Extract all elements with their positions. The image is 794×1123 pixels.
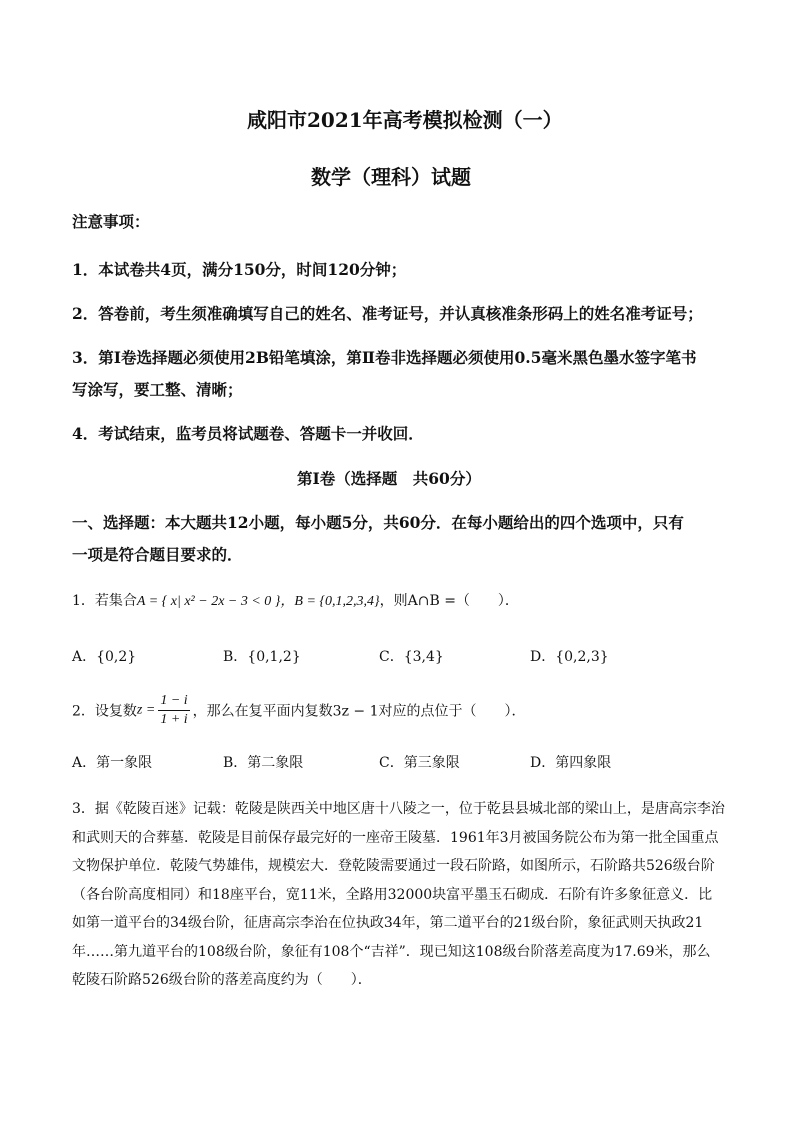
section-instruction-line2: 一项是符合题目要求的． (72, 545, 243, 564)
exam-subtitle: 数学（理科）试题 (311, 165, 471, 189)
question-1-option-b: B．{0,1,2} (223, 649, 301, 665)
question-1-prefix: 1．若集合 (72, 593, 137, 609)
section-heading: 第Ⅰ卷（选择题 共60分） (297, 469, 481, 488)
question-1-set-b: ，B = {0,1,2,3,4} (280, 594, 380, 609)
question-1-option-c: C．{3,4} (379, 649, 444, 665)
question-1-suffix: ，则A∩B =（ ）． (379, 593, 519, 609)
question-2-suffix: ，那么在复平面内复数3z − 1对应的点位于（ ）． (192, 703, 526, 720)
question-2-fraction (158, 692, 189, 729)
question-1-stem (72, 590, 519, 610)
question-2-option-b: B．第二象限 (223, 755, 304, 771)
notice-item-3-cont: 写涂写，要工整、清晰； (72, 380, 243, 399)
notice-heading: 注意事项： (72, 212, 150, 231)
question-1-option-a: A．{0,2} (72, 649, 137, 665)
question-1-set-a: A = { x| x² − 2x − 3 < 0 } (136, 594, 281, 609)
question-2-option-c: C．第三象限 (379, 755, 460, 771)
question-3-line-6: 年……第九道平台的108级台阶，象征有108个“吉祥”．现已知这108级台阶落差高度为17.69米，那么 (72, 943, 711, 960)
notice-item-1: 1．本试卷共4页，满分150分，时间120分钟； (72, 260, 407, 279)
question-3-line-3: 文物保护单位．乾陵气势雄伟，规模宏大．登乾陵需要通过一段石阶路，如图所示，石阶路共526级台阶 (72, 858, 715, 874)
question-3-line-1: 3．据《乾陵百迷》记载：乾陵是陕西关中地区唐十八陵之一，位于乾县县城北部的梁山上，是唐高宗李治 (72, 801, 725, 817)
question-2-option-a: A．第一象限 (72, 755, 153, 771)
question-2-z-label: z = (136, 702, 156, 718)
question-1-option-d: D．{0,2,3} (530, 649, 609, 665)
question-3-line-2: 和武则天的合葬墓．乾陵是目前保存最完好的一座帝王陵墓．1961年3月被国务院公布为第一批全国重点 (72, 829, 719, 846)
notice-item-2: 2．答卷前，考生须准确填写自己的姓名、准考证号，并认真核准条形码上的姓名准考证号； (72, 304, 703, 323)
question-2-numerator: 1 − i (158, 692, 189, 711)
question-2-option-d: D．第四象限 (530, 755, 612, 771)
question-3-text (72, 795, 725, 995)
question-2-stem (72, 692, 526, 729)
section-instruction-line1: 一、选择题：本大题共12小题，每小题5分，共60分．在每小题给出的四个选项中，只有 (72, 513, 684, 532)
notice-item-3: 3．第Ⅰ卷选择题必须使用2B铅笔填涂，第Ⅱ卷非选择题必须使用0.5毫米黑色墨水签字笔书 (72, 348, 697, 367)
question-2-denominator: 1 + i (160, 712, 188, 727)
notice-item-4: 4．考试结束，监考员将试题卷、答题卡一并收回． (72, 424, 424, 443)
question-3-line-5: 如第一道平台的34级台阶，征唐高宗李治在位执政34年，第二道平台的21级台阶，象征武则天执政21 (72, 915, 704, 931)
question-3-line-4: （各台阶高度相同）和18座平台，宽11米，全路用32000块富平墨玉石砌成．石阶有许多象征意义．比 (72, 886, 713, 903)
exam-title: 咸阳市2021年高考模拟检测（一） (247, 108, 563, 132)
question-3-line-7: 乾陵石阶路526级台阶的落差高度约为（ ）． (72, 972, 372, 988)
question-2-prefix: 2．设复数 (72, 703, 137, 720)
